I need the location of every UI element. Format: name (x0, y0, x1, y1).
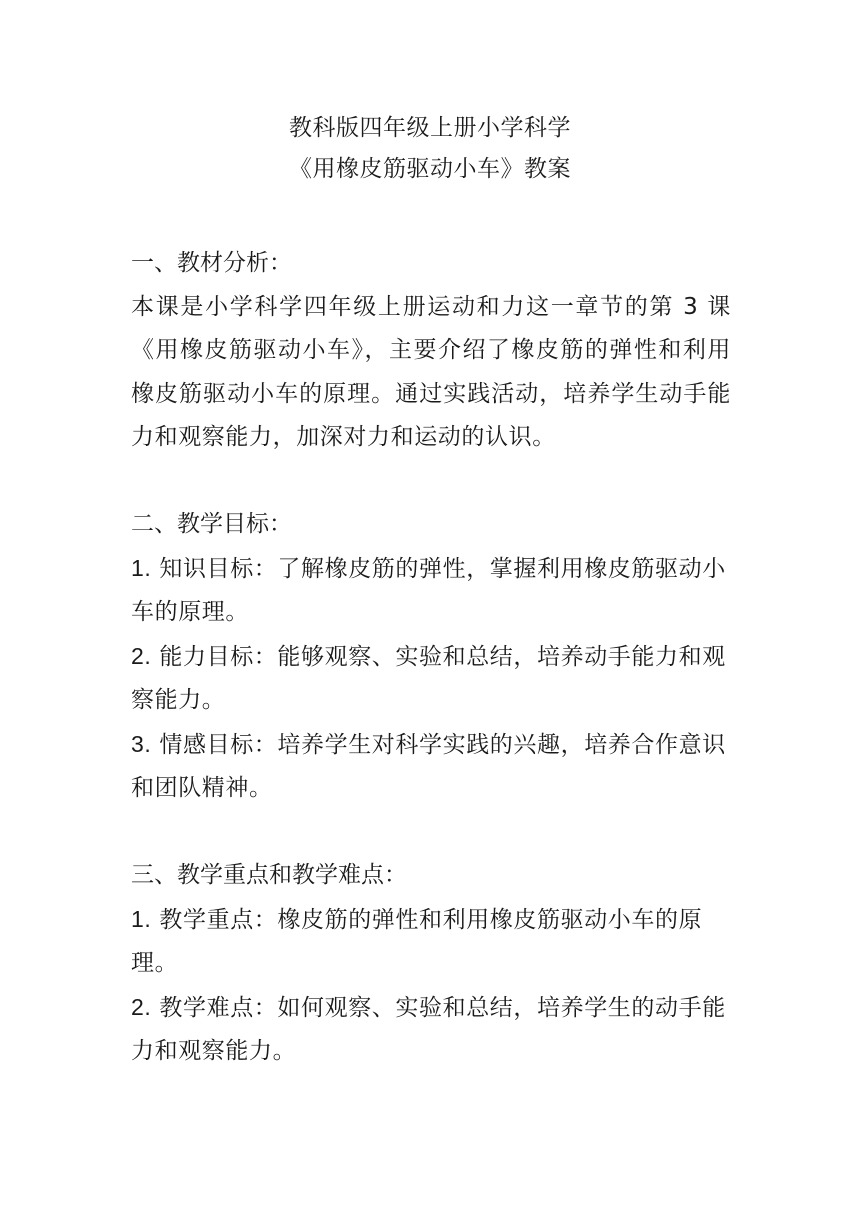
list-item-text: 教学重点：橡皮筋的弹性和利用橡皮筋驱动小车的原理。 (131, 906, 703, 976)
list-item-number: 1. (131, 905, 152, 932)
list-item-number: 2. (131, 642, 152, 669)
section-spacer (131, 460, 731, 504)
list-item-number: 2. (131, 993, 152, 1020)
list-item (131, 635, 731, 723)
list-item (131, 723, 731, 811)
section-paragraph-textbook-analysis: 本课是小学科学四年级上册运动和力这一章节的第 3 课《用橡皮筋驱动小车》，主要介绍了橡皮筋的弹性和利用橡皮筋驱动小车的原理。通过实践活动，培养学生动手能力和观察能力，加深对力和运动的认识。 (131, 293, 731, 450)
list-item (131, 986, 731, 1074)
section-spacer (131, 811, 731, 855)
section-heading-teaching-goals: 二、教学目标： (131, 511, 292, 537)
section-heading-textbook-analysis: 一、教材分析： (131, 250, 292, 276)
list-item-text: 情感目标：培养学生对科学实践的兴趣，培养合作意识和团队精神。 (131, 731, 726, 801)
title-line-2: 《用橡皮筋驱动小车》教案 (289, 156, 571, 182)
list-item-number: 1. (131, 554, 152, 581)
list-item-text: 教学难点：如何观察、实验和总结，培养学生的动手能力和观察能力。 (131, 994, 726, 1064)
list-item-number: 3. (131, 730, 152, 757)
title-line-1: 教科版四年级上册小学科学 (289, 115, 571, 141)
section-heading-key-points: 三、教学重点和教学难点： (131, 862, 407, 888)
list-item-text: 能力目标：能够观察、实验和总结，培养动手能力和观察能力。 (131, 643, 726, 713)
list-item (131, 547, 731, 635)
document-body (131, 242, 731, 1074)
list-item (131, 898, 731, 986)
list-item-text: 知识目标：了解橡皮筋的弹性，掌握利用橡皮筋驱动小车的原理。 (131, 555, 726, 625)
document-title (0, 108, 860, 190)
